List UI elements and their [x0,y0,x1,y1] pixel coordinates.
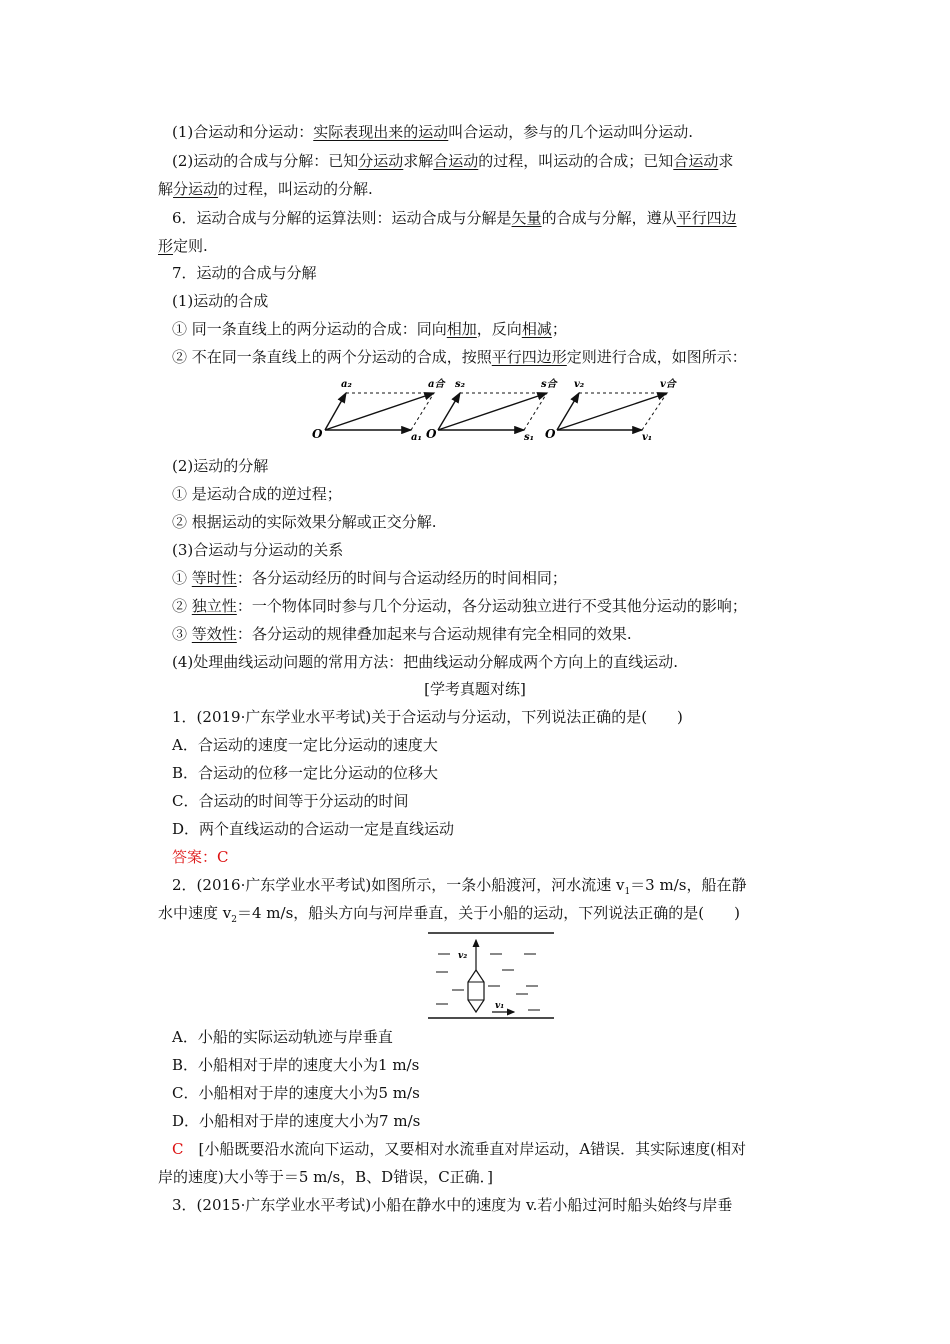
answer-1: 答案：C [172,848,229,866]
svg-text:s合: s合 [541,379,557,390]
section-title: [学考真题对练] [424,680,526,698]
paragraph-continuation: 解分运动的过程，叫运动的分解. [158,180,373,198]
svg-text:a₁: a₁ [411,432,422,443]
option-d: D．两个直线运动的合运动一定是直线运动 [172,820,455,838]
paragraph-composition-definition: (1)合运动和分运动：实际表现出来的运动叫合运动，参与的几个运动叫分运动. [172,123,694,141]
boat-icon [468,970,484,1012]
option-b: B．合运动的位移一定比分运动的位移大 [172,764,439,782]
question-2: 2．(2016·广东学业水平考试)如图所示，一条小船渡河，河水流速 $v_1=3$ m/s，船在静 [172,876,747,897]
subsection-heading: (3)合运动与分运动的关系 [172,541,344,559]
paragraph-noncollinear: ② 不在同一条直线上的两个分运动的合成，按照平行四边形定则进行合成，如图所示： [172,348,747,366]
paragraph-continuation: 形定则. [158,237,208,255]
list-item: ① 是运动合成的逆过程； [172,485,342,503]
svg-text:O: O [545,427,556,441]
svg-text:O: O [426,427,437,441]
section-heading: 7．运动的合成与分解 [172,264,317,282]
parallelogram-displacement [426,378,559,443]
paragraph-rule: 6．运动合成与分解的运算法则：运动合成与分解是矢量的合成与分解，遵从平行四边 [172,209,737,227]
svg-text:v₂: v₂ [574,379,585,390]
list-item: ② 根据运动的实际效果分解或正交分解. [172,513,437,531]
parallelogram-velocity [545,378,678,443]
question-2-continuation: 水中速度 $v_2=4$ m/s，船头方向与河岸垂直，关于小船的运动，下列说法正确的是( ) [158,904,740,925]
svg-text:s₁: s₁ [524,432,535,443]
question-3: 3．(2015·广东学业水平考试)小船在静水中的速度为 v.若小船过河时船头始终与岸垂 [172,1196,733,1214]
option-a: A．合运动的速度一定比分运动的速度大 [172,736,438,754]
list-item: ② 独立性：一个物体同时参与几个分运动，各分运动独立进行不受其他分运动的影响； [172,597,747,615]
underlined-term: 实际表现出来的运动 [313,123,449,141]
svg-text:v₂: v₂ [458,951,468,961]
svg-text:v₁: v₁ [495,1001,505,1011]
question-1: 1．(2019·广东学业水平考试)关于合运动与分运动，下列说法正确的是( ) [172,708,683,726]
svg-text:s₂: s₂ [455,379,466,390]
option-d: D．小船相对于岸的速度大小为7 m/s [172,1112,421,1130]
svg-text:v合: v合 [660,379,676,390]
paragraph-composition-decomposition: (2)运动的合成与分解：已知分运动求解合运动的过程，叫运动的合成；已知合运动求 [172,152,734,170]
option-b: B．小船相对于岸的速度大小为1 m/s [172,1056,420,1074]
subsection-heading: (2)运动的分解 [172,457,269,475]
parallelogram-figure [305,372,690,444]
option-c: C．小船相对于岸的速度大小为5 m/s [172,1084,420,1102]
svg-text:a₂: a₂ [341,379,352,390]
answer-2-continuation: 岸的速度)大小等于＝5 m/s，B、D错误，C正确．] [158,1168,494,1186]
svg-text:a合: a合 [428,379,445,390]
option-c: C．合运动的时间等于分运动的时间 [172,792,409,810]
origin-label: O [312,427,323,441]
water-ripples [436,954,540,1010]
paragraph-method: (4)处理曲线运动问题的常用方法：把曲线运动分解成两个方向上的直线运动. [172,653,679,671]
subsection-heading: (1)运动的合成 [172,292,269,310]
option-a: A．小船的实际运动轨迹与岸垂直 [172,1028,393,1046]
list-item: ③ 等效性：各分运动的规律叠加起来与合运动规律有完全相同的效果. [172,625,632,643]
answer-2: C [小船既要沿水流向下运动，又要相对水流垂直对岸运动，A错误．其实际速度(相对 [172,1140,747,1158]
river-boat-figure [428,930,556,1020]
paragraph-collinear: ① 同一条直线上的两分运动的合成：同向相加，反向相减； [172,320,567,338]
list-item: ① 等时性：各分运动经历的时间与合运动经历的时间相同； [172,569,567,587]
svg-text:v₁: v₁ [642,432,653,443]
